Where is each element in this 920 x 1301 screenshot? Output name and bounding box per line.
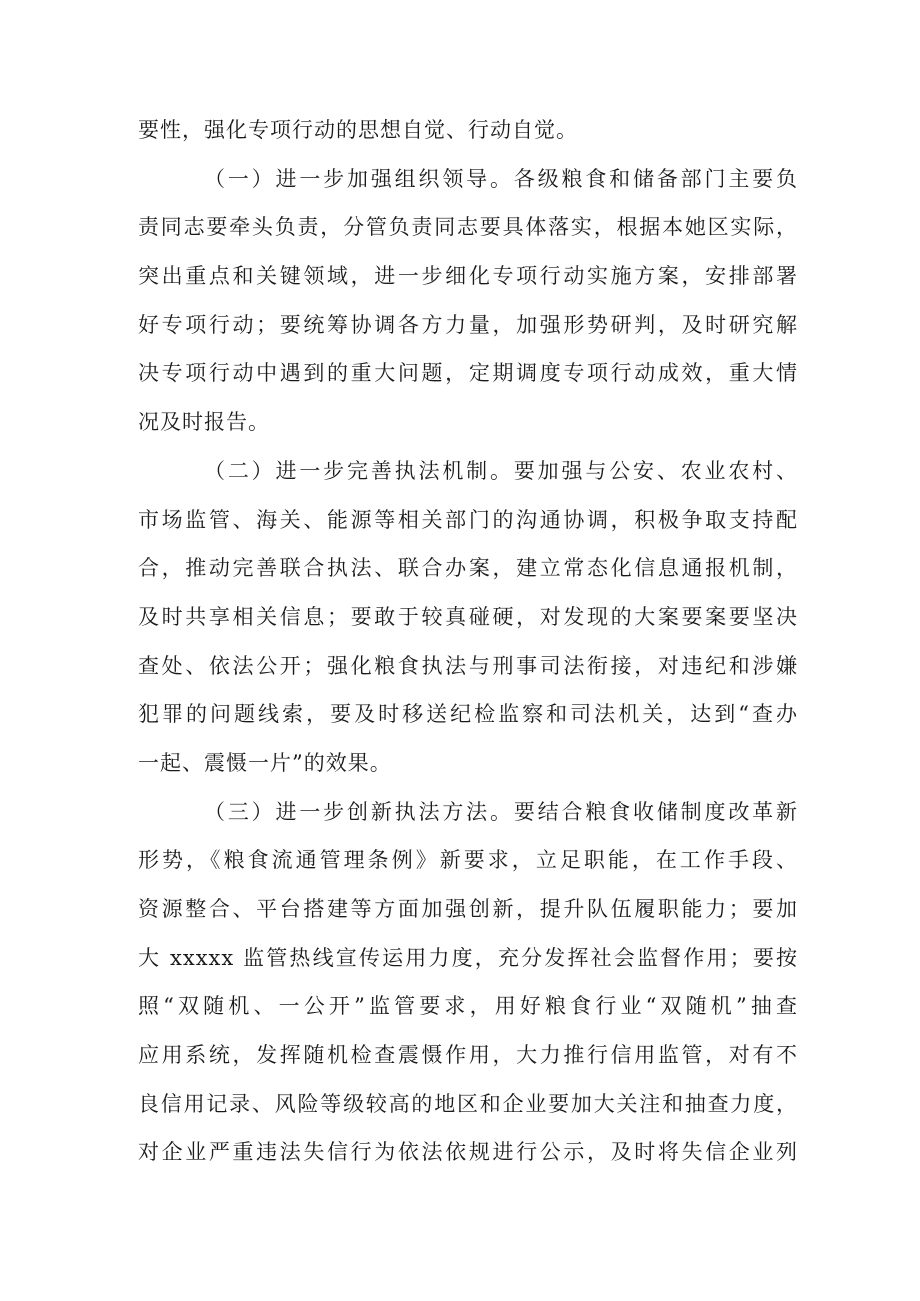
document-body [138,106,798,1177]
text-line: 况及时报告。 [138,410,270,435]
text-line: 资源整合、平台搭建等方面加强创新，提升队伍履职能力；要加 [138,897,798,921]
paragraph-heading-line: （三）进一步创新执法方法。要结合粮食收储制度改革新 [204,799,798,824]
text-line: 查处、依法公开；强化粮食执法与刑事司法衔接，对违纪和涉嫌 [138,653,798,678]
text-line: 责同志要牵头负责，分管负责同志要具体落实，根据本她区实际， [138,215,798,240]
text-line: 应用系统，发挥随机检查震慑作用，大力推行信用监管，对有不 [138,1043,798,1068]
text-line: 对企业严重违法失信行为依法依规进行公示，及时将失信企业列 [138,1140,798,1165]
text-line: 及时共享相关信息；要敢于较真碰硬，对发现的大案要案要坚决 [138,604,798,629]
text-line: 突出重点和关键领域，进一步细化专项行动实施方案，安排部署 [138,264,798,289]
text-line: 好专项行动；要统筹协调各方力量，加强形势研判，及时研究解 [138,312,798,337]
text-line: 犯罪的问题线索，要及时移送纪检监察和司法机关，达到“查办 [138,702,798,727]
text-line: 决专项行动中遇到的重大问题，定期调度专项行动成效，重大情 [138,361,798,386]
text-line: 合，推动完善联合执法、联合办案，建立常态化信息通报机制， [138,556,798,581]
text-line: 大 xxxxx 监管热线宣传运用力度，充分发挥社会监督作用；要按 [138,945,798,970]
text-line: 良信用记录、风险等级较高的地区和企业要加大关注和抽查力度， [138,1091,798,1116]
text-line: 市场监管、海关、能源等相关部门的沟通协调，积极争取支持配 [138,507,798,532]
paragraph-heading-line: （一）进一步加强组织领导。各级粮食和储备部门主要负 [204,166,798,191]
text-line: 形势，《粮食流通管理条例》新要求，立足职能，在工作手段、 [138,848,798,873]
text-line: 要性，强化专项行动的思想自觉、行动自觉。 [138,118,578,142]
text-line: 一起、震慑一片”的效果。 [138,750,392,775]
text-line: 照“双随机、一公开”监管要求，用好粮食行业“双随机”抽查 [138,994,798,1019]
paragraph-heading-line: （二）进一步完善执法机制。要加强与公安、农业农村、 [204,458,798,483]
